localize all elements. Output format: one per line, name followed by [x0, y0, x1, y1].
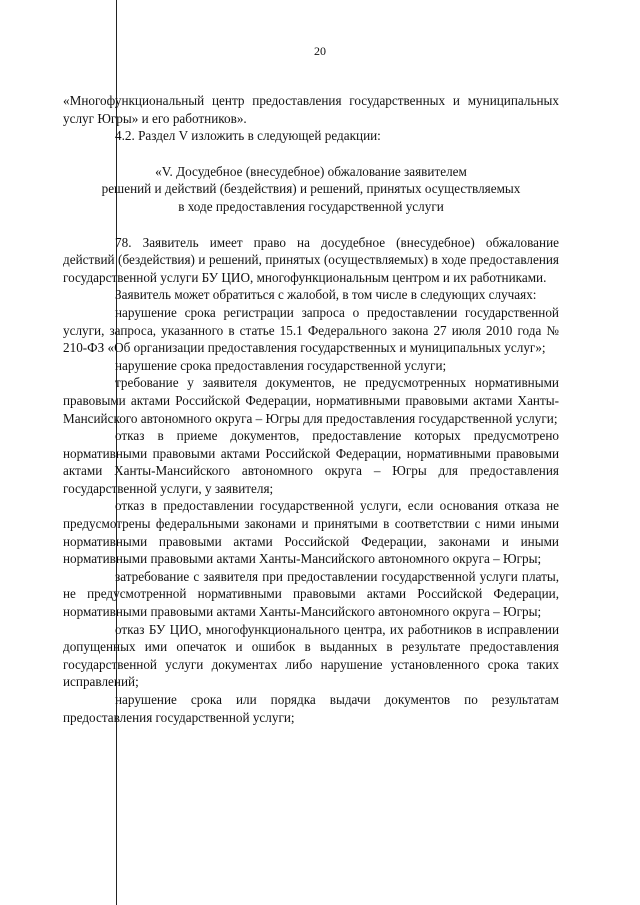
case-extra-documents: требование у заявителя документов, не предусмотренных нормативными правовыми актами Российской Федерации, нормативными правовыми актами Ханты-Мансийского автономного округа – Югры для предоставления государственной услуги;	[63, 375, 559, 426]
paragraph-78: 78. Заявитель имеет право на досудебное (внесудебное) обжалование действий (бездействия) и решений, принятых (осуществляемых) в ходе предоставления государственной услуги БУ ЦИО, многофункциональным центром и их работниками.	[63, 234, 559, 285]
section-title-line-2: решений и действий (бездействия) и решений, принятых осуществляемых	[101, 181, 521, 197]
case-issuance-violation: нарушение срока или порядка выдачи документов по результатам предоставления государственной услуги;	[63, 692, 559, 725]
section-title	[63, 163, 559, 216]
case-refusal-acceptance: отказ в приеме документов, предоставление которых предусмотрено нормативными правовыми актами Российской Федерации, нормативными правовыми актами Ханты-Мансийского автономного округа – Югры для предоставления государственной услуги, у заявителя;	[63, 428, 559, 496]
case-service-deadline: нарушение срока предоставления государственной услуги;	[115, 357, 447, 373]
case-refusal-service: отказ в предоставлении государственной услуги, если основания отказа не предусмотрены федеральными законами и принятыми в соответствии с ними иными нормативными правовыми актами Российской Федерации, законами и иными нормативными правовыми актами Ханты-Мансийского автономного округа – Югры;	[63, 498, 559, 567]
case-registration-deadline: нарушение срока регистрации запроса о предоставлении государственной услуги, запроса, указанного в статье 15.1 Федерального закона 27 июля 2010 года № 210-ФЗ «Об организации предоставления государственных и муниципальных услуг»;	[63, 304, 559, 356]
section-title-line-3: в ходе предоставления государственной услуги	[178, 198, 444, 214]
document-body	[63, 92, 559, 726]
section-title-line-1: «V. Досудебное (внесудебное) обжалование заявителем	[155, 163, 467, 179]
case-payment-demand: затребование с заявителя при предоставлении государственной услуги платы, не предусмотренной нормативными правовыми актами Российской Федерации, нормативными правовыми актами Ханты-Мансийского автономного округа – Югры;	[63, 568, 559, 620]
page-number: 20	[314, 44, 326, 58]
intro-paragraph: «Многофункциональный центр предоставления государственных и муниципальных услуг Югры» и его работников».	[63, 93, 559, 126]
clause-4-2: 4.2. Раздел V изложить в следующей редакции:	[115, 128, 381, 144]
complaint-intro: Заявитель может обратиться с жалобой, в том числе в следующих случаях:	[115, 287, 537, 303]
case-typo-correction: отказ БУ ЦИО, многофункционального центра, их работников в исправлении допущенных ими опечаток и ошибок в выданных в результате предоставления государственной услуги документах либо нарушение установленного срока таких исправлений;	[63, 621, 559, 690]
